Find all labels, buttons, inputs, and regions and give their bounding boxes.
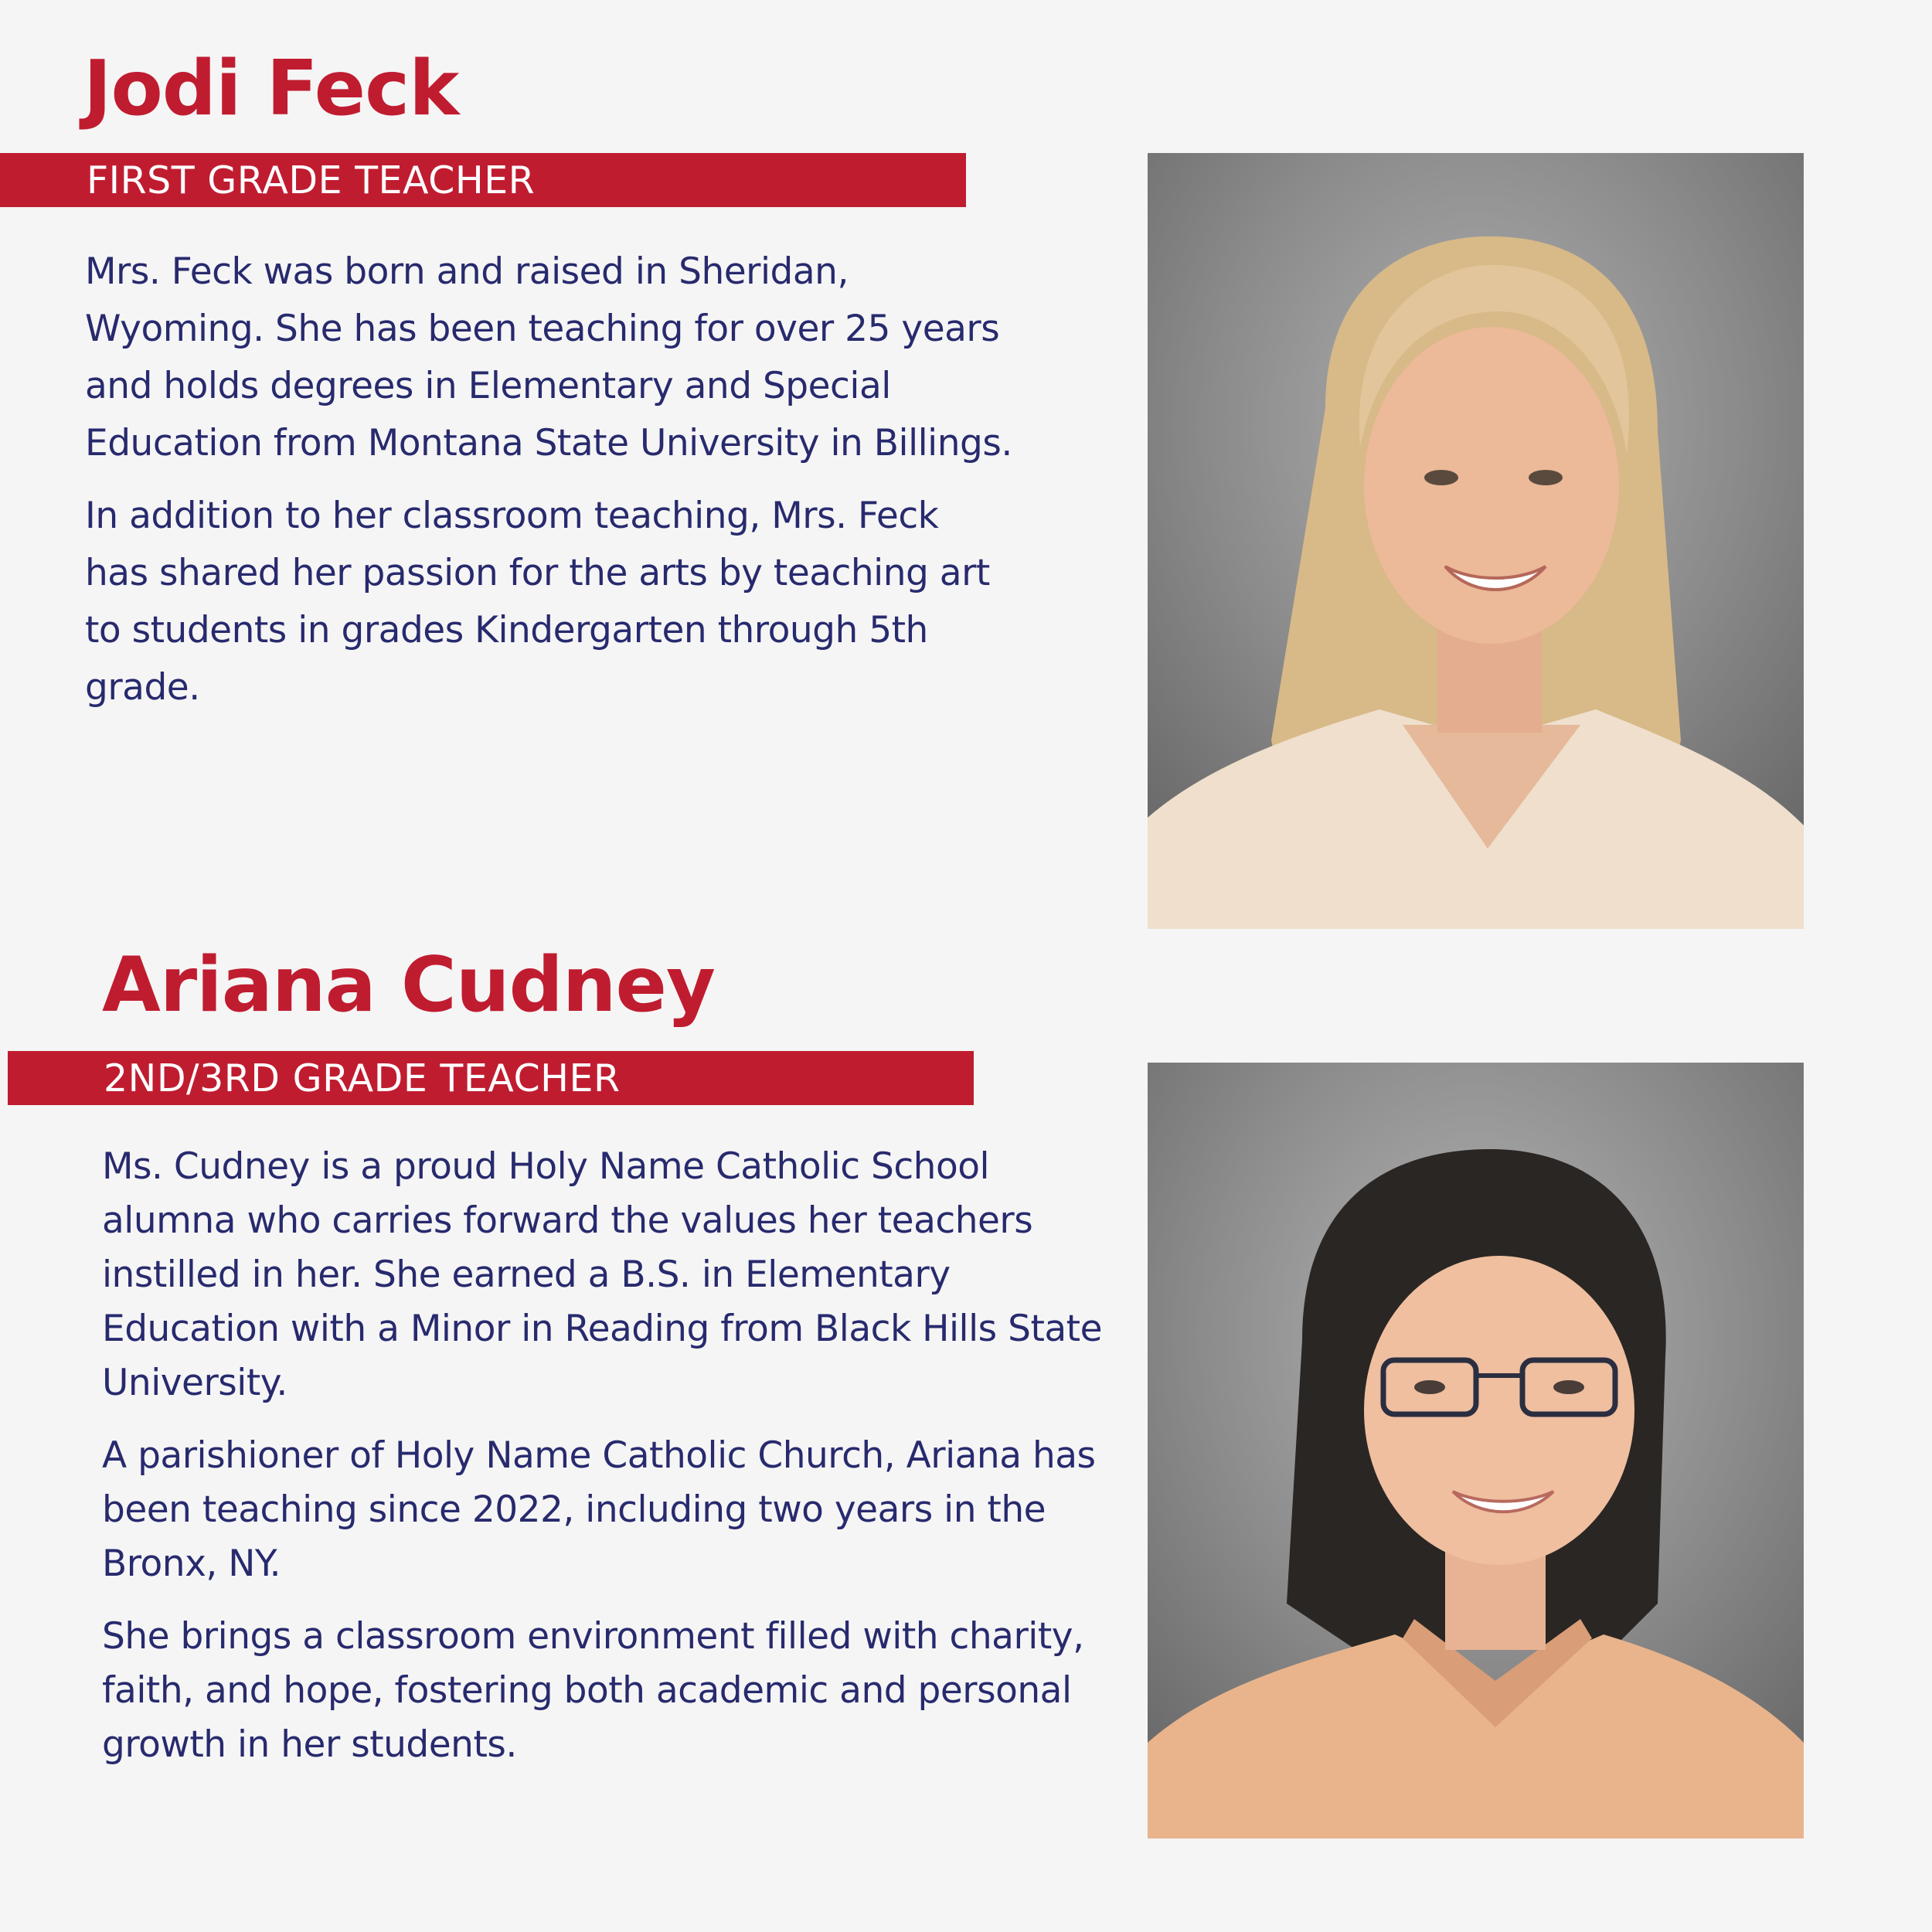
title-banner <box>8 1051 974 1105</box>
portrait-illustration <box>1148 1063 1804 1838</box>
portrait-photo-ariana-cudney <box>1148 1063 1804 1838</box>
bio-paragraph: Ms. Cudney is a proud Holy Name Catholic School alumna who carries forward the values her teachers instilled in her. She earned a B.S. in Elementary Education with a Minor in Reading from Black Hills State University. <box>102 1145 1103 1404</box>
teacher-title: 2ND/3RD GRADE TEACHER <box>104 1056 621 1100</box>
portrait-photo-jodi-feck <box>1148 153 1804 929</box>
teacher-bio <box>102 1140 1107 1791</box>
bio-paragraph: Mrs. Feck was born and raised in Sheridan, Wyoming. She has been teaching for over 25 years and holds degrees in Elementary and Special Education from Montana State University in Billings. <box>85 250 1012 464</box>
bio-paragraph: In addition to her classroom teaching, Mrs. Feck has shared her passion for the arts by teaching art to students in grades Kindergarten through 5th grade. <box>85 495 990 709</box>
bio-paragraph: She brings a classroom environment filled with charity, faith, and hope, fostering both academic and personal growth in her students. <box>102 1615 1084 1766</box>
teacher-bio <box>85 243 1012 732</box>
teacher-name-jodi-feck: Jodi Feck <box>83 45 459 133</box>
bio-paragraph: A parishioner of Holy Name Catholic Church, Ariana has been teaching since 2022, including two years in the Bronx, NY. <box>102 1434 1096 1585</box>
portrait-illustration <box>1148 153 1804 929</box>
teacher-title: FIRST GRADE TEACHER <box>87 158 536 202</box>
teacher-name-ariana-cudney: Ariana Cudney <box>102 941 715 1029</box>
title-banner <box>0 153 966 207</box>
